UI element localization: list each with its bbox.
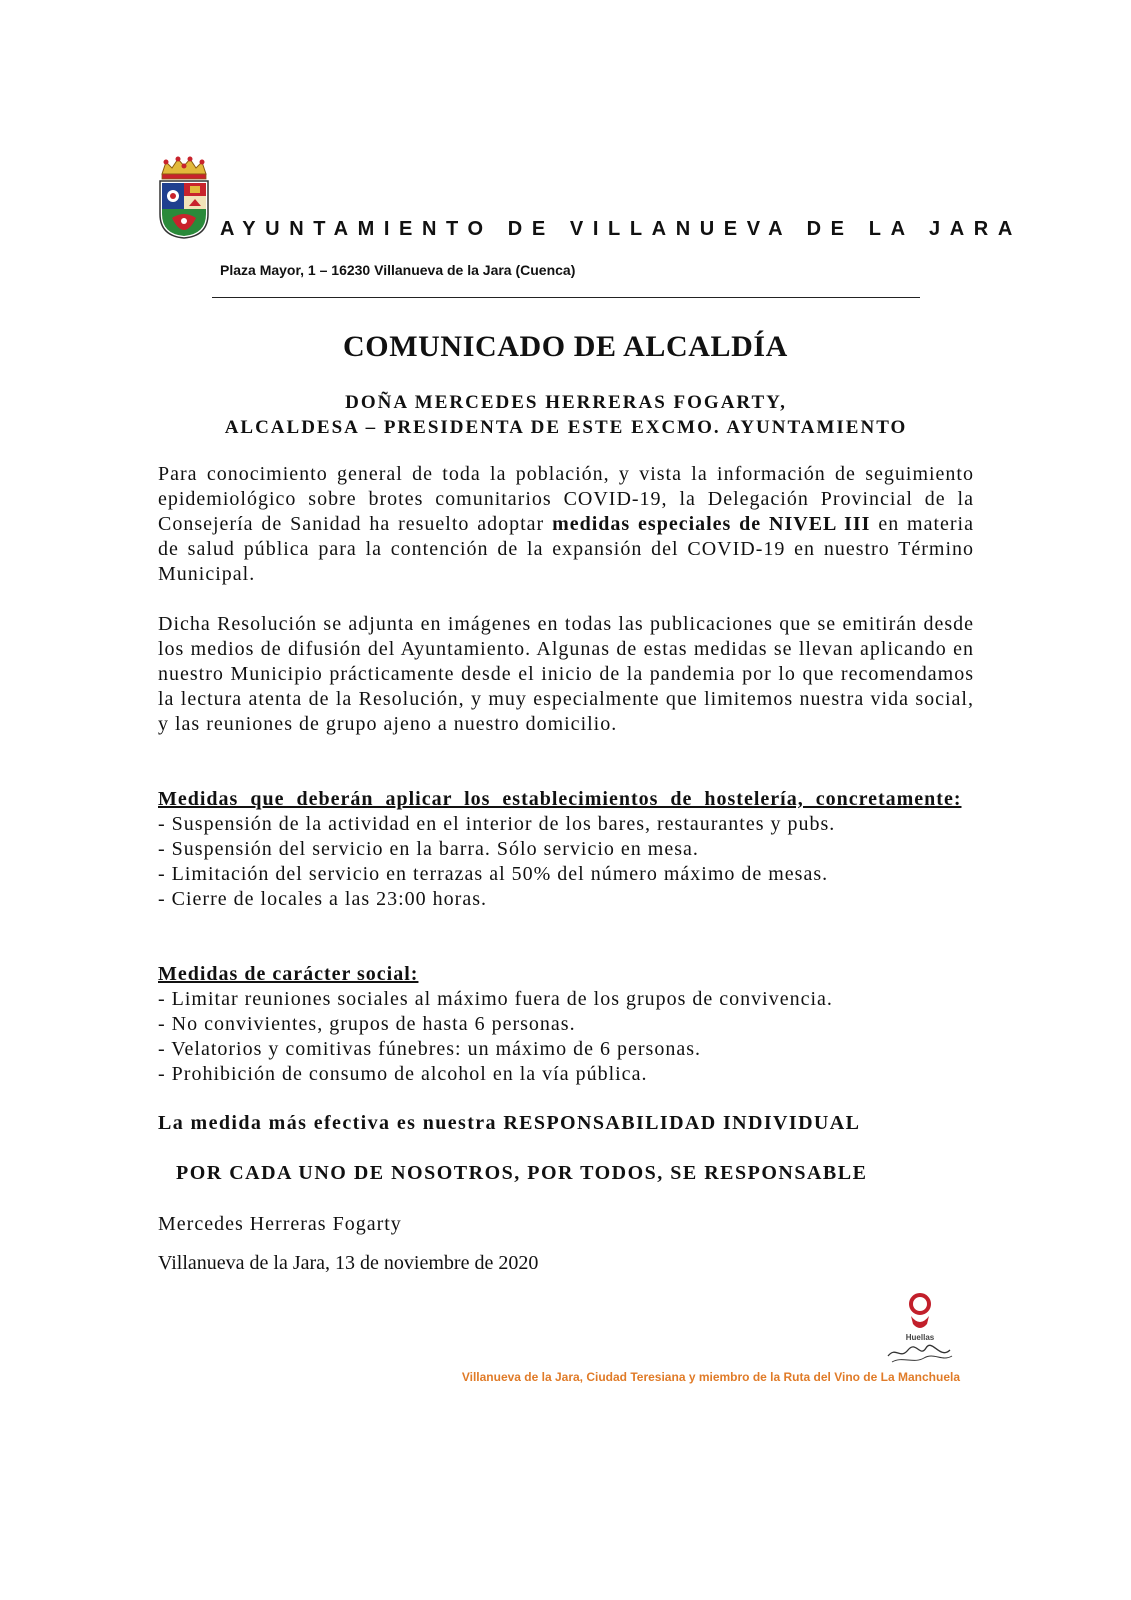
list-item: - Velatorios y comitivas fúnebres: un máximo de 6 personas. [158,1038,701,1060]
list-item: - Suspensión del servicio en la barra. Sólo servicio en mesa. [158,838,699,860]
organization-address: Plaza Mayor, 1 – 16230 Villanueva de la Jara (Cuenca) [220,262,576,278]
header-divider [212,297,920,298]
list-item: - Prohibición de consumo de alcohol en la vía pública. [158,1063,648,1085]
paragraph-intro-text-a: Para conocimiento general de toda la población, y vista la información de seguimiento epidemiológico sobre brotes comunitarios COVID-19, la Delegación Provincial de la Consejería de Sanidad ha resuelto adoptar [158,463,974,535]
list-item: - Limitación del servicio en terrazas al 50% del número máximo de mesas. [158,863,829,885]
huellas-logo-icon [880,1290,960,1366]
place-and-date: Villanueva de la Jara, 13 de noviembre de 2020 [158,1252,539,1274]
document-title: COMUNICADO DE ALCALDÍA [343,330,788,363]
closing-statement: La medida más efectiva es nuestra RESPONSABILIDAD INDIVIDUAL [158,1112,861,1134]
paragraph-resolution-text: Dicha Resolución se adjunta en imágenes en todas las publicaciones que se emitirán desde los medios de difusión del Ayuntamiento. Algunas de estas medidas se llevan aplicando en nuestro Municipio prácticamente desde el inicio de la pandemia por lo que recomendamos la lectura atenta de la Resolución, y muy especialmente que limitemos nuestra vida social, y las reuniones de grupo ajeno a nuestro domicilio. [158,613,974,735]
section-hosteleria [158,787,974,912]
paragraph-resolution [158,612,974,737]
section-hosteleria-list [158,812,974,912]
section-social-heading: Medidas de carácter social: [158,963,419,985]
closing-slogan: POR CADA UNO DE NOSOTROS, POR TODOS, SE RESPONSABLE [176,1162,868,1184]
list-item: - Cierre de locales a las 23:00 horas. [158,888,488,910]
subtitle-line-1: DOÑA MERCEDES HERRERAS FOGARTY, [345,392,787,413]
paragraph-intro-bold: medidas especiales de NIVEL III [552,513,871,535]
list-item: - No convivientes, grupos de hasta 6 personas. [158,1013,576,1035]
list-item: - Limitar reuniones sociales al máximo fuera de los grupos de convivencia. [158,988,833,1010]
section-social [158,962,974,1087]
signer-name: Mercedes Herreras Fogarty [158,1213,402,1235]
svg-text:Huellas: Huellas [905,1333,935,1342]
paragraph-intro [158,462,974,587]
footer-tagline: Villanueva de la Jara, Ciudad Teresiana y miembro de la Ruta del Vino de La Manchuela [461,1370,960,1384]
subtitle-line-2: ALCALDESA – PRESIDENTA DE ESTE EXCMO. AYUNTAMIENTO [224,417,908,438]
list-item: - Suspensión de la actividad en el interior de los bares, restaurantes y pubs. [158,813,836,835]
organization-name: AYUNTAMIENTO DE VILLANUEVA DE LA JARA [220,218,1022,240]
section-hosteleria-heading: Medidas que deberán aplicar los establecimientos de hostelería, concretamente: [158,788,962,810]
paragraph-intro-text-b: en materia de salud pública para la contención de la expansión del COVID-19 en nuestro Término Municipal. [158,513,974,585]
coat-of-arms-icon [156,156,212,240]
section-social-list [158,987,974,1087]
